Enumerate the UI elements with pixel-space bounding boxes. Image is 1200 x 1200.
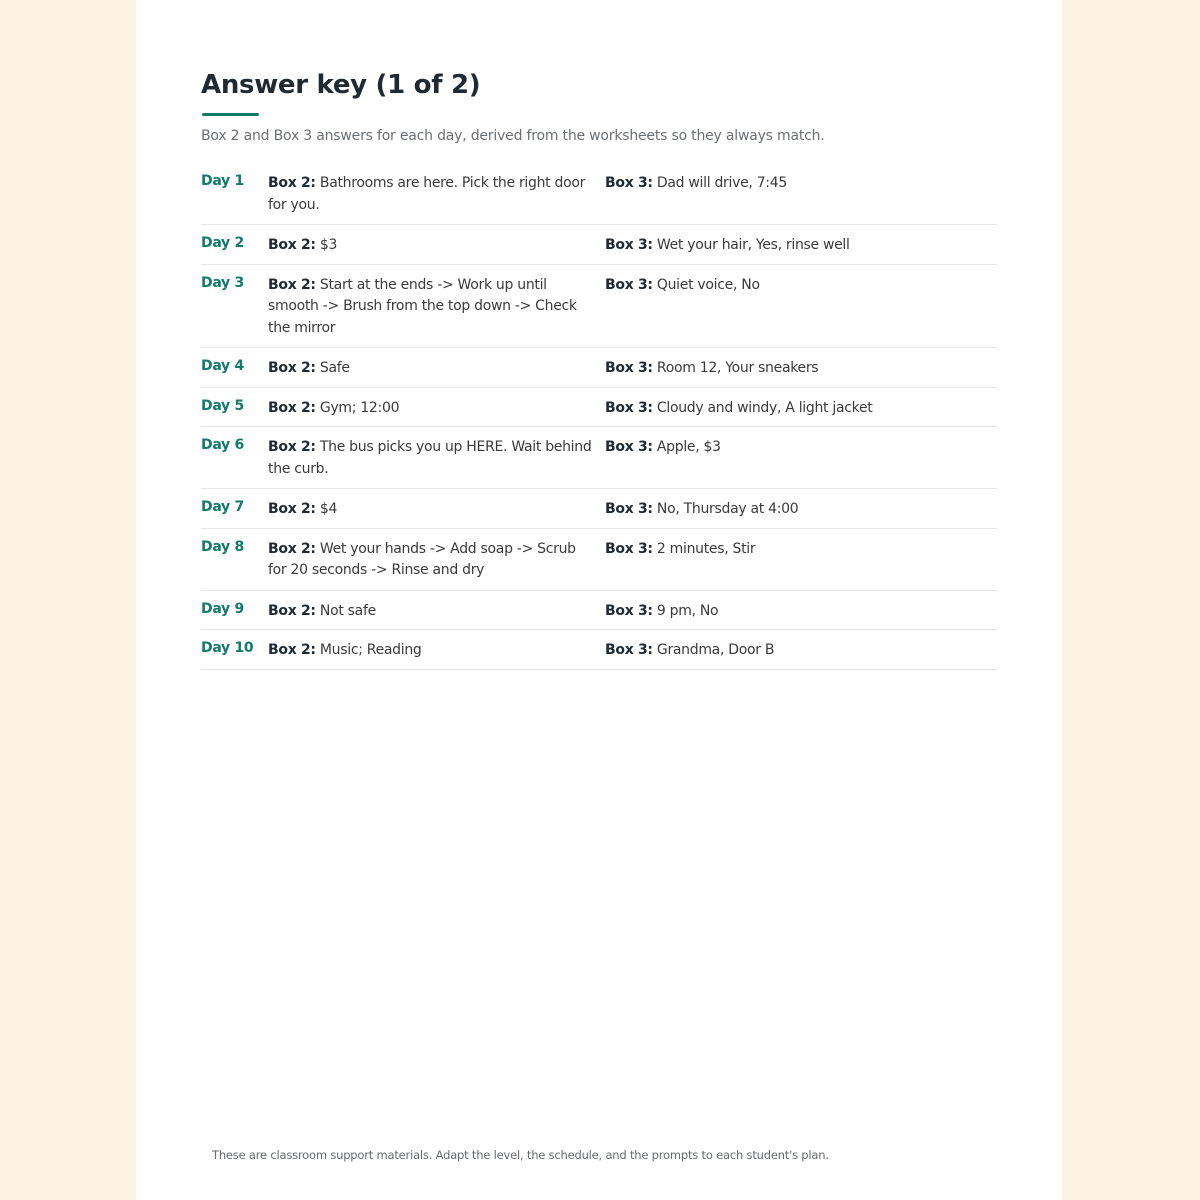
box-2-answer xyxy=(268,539,594,582)
box-3-answer xyxy=(605,275,997,297)
box-3-answer xyxy=(605,398,997,420)
box-2-text: Safe xyxy=(319,360,350,376)
box-2-text: The bus picks you up HERE. Wait behind the curb. xyxy=(268,439,592,477)
box-3-label: Box 3: xyxy=(605,602,653,619)
day-label: Day 3 xyxy=(201,274,244,291)
day-label: Day 6 xyxy=(201,437,244,453)
box-3-label: Box 3: xyxy=(605,175,653,191)
box-2-answer xyxy=(268,437,594,480)
answer-table xyxy=(201,163,997,670)
box-3-label: Box 3: xyxy=(605,501,653,517)
box-3-answer xyxy=(605,601,997,623)
box-3-label: Box 3: xyxy=(605,540,653,557)
answer-row-day-5 xyxy=(201,388,997,428)
box-2-text: Start at the ends -> Work up until smooth -> Brush from the top down -> Check the mirror xyxy=(268,276,577,336)
box-3-answer xyxy=(605,640,997,662)
answer-row-day-6 xyxy=(201,427,997,489)
box-3-text: Cloudy and windy, A light jacket xyxy=(656,399,873,416)
box-3-label: Box 3: xyxy=(605,642,653,658)
box-3-text: Apple, $3 xyxy=(656,439,721,455)
box-2-label: Box 2: xyxy=(268,642,316,658)
page-footer: These are classroom support materials. Adapt the level, the schedule, and the prompts to each student's plan. xyxy=(212,1148,829,1162)
title-underline xyxy=(202,113,259,116)
answer-row-day-10 xyxy=(201,630,997,670)
box-2-answer xyxy=(268,173,594,216)
box-2-answer xyxy=(268,358,594,380)
box-3-text: 2 minutes, Stir xyxy=(656,540,756,557)
answer-key-page xyxy=(136,0,1062,1200)
box-2-text: Music; Reading xyxy=(319,642,422,658)
box-3-text: Wet your hair, Yes, rinse well xyxy=(656,237,850,253)
box-2-answer xyxy=(268,235,594,257)
box-3-answer xyxy=(605,173,997,195)
day-label: Day 4 xyxy=(201,358,244,374)
day-label: Day 2 xyxy=(201,235,244,251)
box-2-text: Wet your hands -> Add soap -> Scrub for 20 seconds -> Rinse and dry xyxy=(268,540,576,578)
day-label: Day 5 xyxy=(201,397,244,414)
box-3-label: Box 3: xyxy=(605,439,653,455)
box-3-answer xyxy=(605,437,997,459)
box-3-text: Room 12, Your sneakers xyxy=(656,360,819,376)
answer-row-day-4 xyxy=(201,348,997,388)
box-3-text: Quiet voice, No xyxy=(656,276,760,293)
box-2-label: Box 2: xyxy=(268,439,316,455)
answer-row-day-8 xyxy=(201,529,997,591)
box-3-answer xyxy=(605,235,997,257)
box-2-answer xyxy=(268,601,594,623)
box-2-answer xyxy=(268,640,594,662)
page-title: Answer key (1 of 2) xyxy=(201,70,481,100)
box-2-answer xyxy=(268,499,594,521)
box-3-label: Box 3: xyxy=(605,399,653,416)
box-2-label: Box 2: xyxy=(268,602,316,619)
box-3-text: Grandma, Door B xyxy=(656,642,775,658)
box-2-label: Box 2: xyxy=(268,237,316,253)
box-2-label: Box 2: xyxy=(268,276,316,293)
box-2-label: Box 2: xyxy=(268,399,316,416)
box-2-text: $4 xyxy=(319,501,338,517)
box-2-text: Gym; 12:00 xyxy=(319,399,400,416)
box-3-answer xyxy=(605,499,997,521)
day-label: Day 1 xyxy=(201,173,244,189)
box-3-answer xyxy=(605,539,997,561)
box-2-label: Box 2: xyxy=(268,360,316,376)
answer-row-day-1 xyxy=(201,163,997,225)
answer-row-day-2 xyxy=(201,225,997,265)
box-2-text: Not safe xyxy=(319,602,376,619)
box-3-text: No, Thursday at 4:00 xyxy=(656,501,799,517)
page-subtitle: Box 2 and Box 3 answers for each day, derived from the worksheets so they always match. xyxy=(201,128,825,144)
day-label: Day 8 xyxy=(201,538,244,555)
answer-row-day-7 xyxy=(201,489,997,529)
box-2-label: Box 2: xyxy=(268,175,316,191)
box-3-text: 9 pm, No xyxy=(656,602,719,619)
box-3-text: Dad will drive, 7:45 xyxy=(656,175,787,191)
day-label: Day 7 xyxy=(201,499,244,515)
day-label: Day 10 xyxy=(201,640,254,656)
day-label: Day 9 xyxy=(201,600,244,617)
answer-row-day-9 xyxy=(201,591,997,631)
box-3-label: Box 3: xyxy=(605,360,653,376)
box-2-answer xyxy=(268,275,594,340)
answer-row-day-3 xyxy=(201,265,997,349)
box-2-label: Box 2: xyxy=(268,540,316,557)
box-2-answer xyxy=(268,398,594,420)
box-2-text: Bathrooms are here. Pick the right door for you. xyxy=(268,175,586,213)
box-3-label: Box 3: xyxy=(605,276,653,293)
box-2-text: $3 xyxy=(319,237,338,253)
box-3-answer xyxy=(605,358,997,380)
box-3-label: Box 3: xyxy=(605,237,653,253)
box-2-label: Box 2: xyxy=(268,501,316,517)
